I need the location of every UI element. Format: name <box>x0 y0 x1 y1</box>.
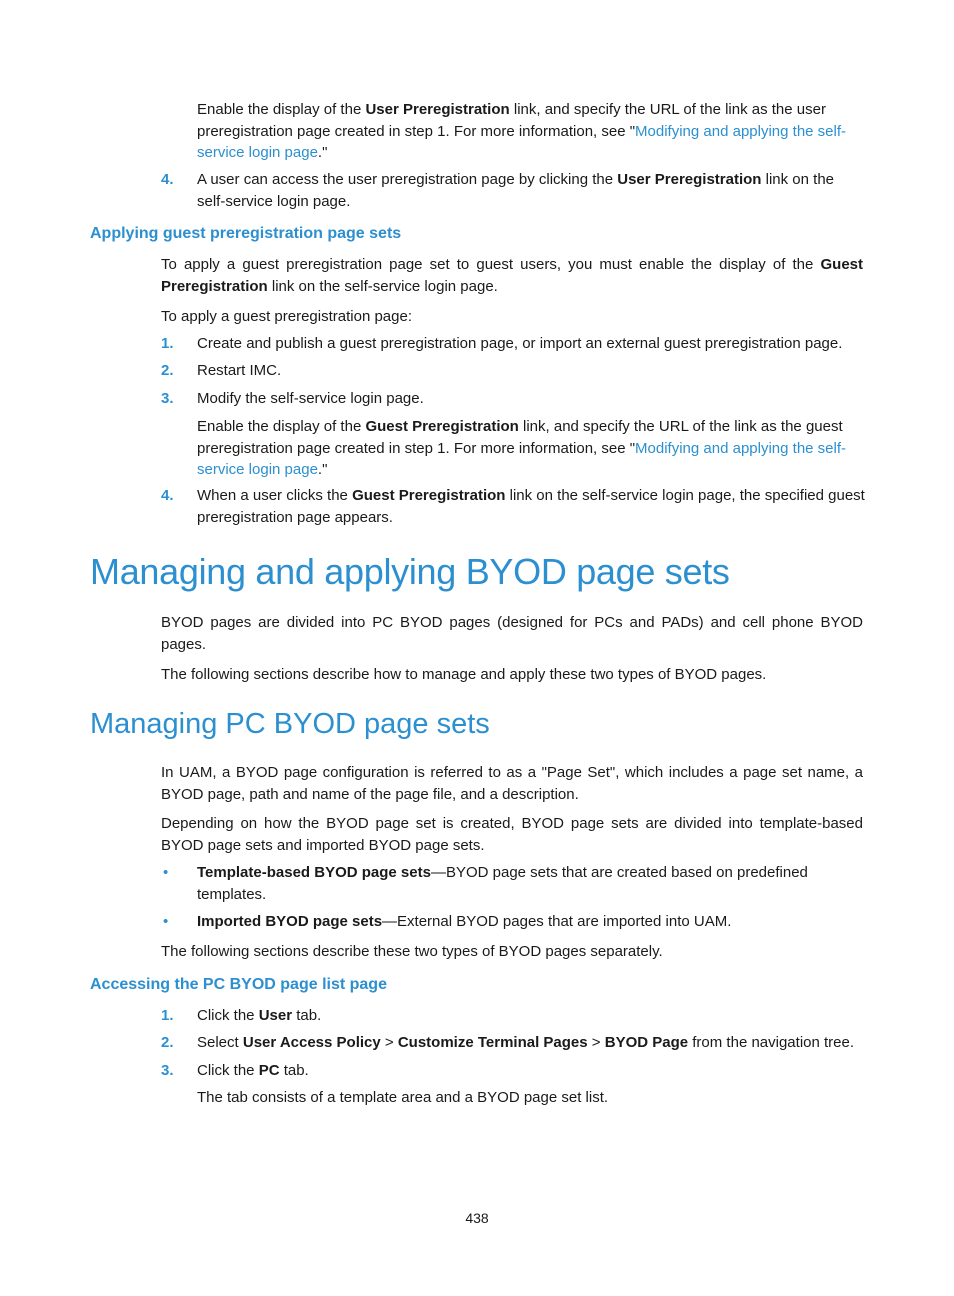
byod-intro-paragraph: BYOD pages are divided into PC BYOD pages (designed for PCs and PADs) and cell phone BYOD pages. <box>161 614 863 653</box>
step-number: 2. <box>161 1034 174 1051</box>
page-number: 438 <box>465 1210 489 1226</box>
step-text: When a user clicks the Guest Preregistration link on the self-service login page, the specified guest preregistration page appears. <box>197 487 865 526</box>
preregistration-substep-text: Enable the display of the User Preregistration link, and specify the URL of the link as the user preregistration page created in step 1. For more information, see "Modifying and applying the self-service login page." <box>197 101 847 161</box>
pc-closing-paragraph: The following sections describe these two types of BYOD pages separately. <box>161 943 663 960</box>
step-number: 2. <box>161 362 174 379</box>
step-number: 4. <box>161 487 174 504</box>
section-heading-access: Accessing the PC BYOD page list page <box>90 976 387 993</box>
bullet-icon: • <box>163 913 169 930</box>
section-heading-guest: Applying guest preregistration page sets <box>90 225 402 242</box>
step-text: Click the User tab. <box>197 1007 322 1024</box>
guest-substep-text: Enable the display of the Guest Preregistration link, and specify the URL of the link as the guest preregistration page created in step 1. For more information, see "Modifying and applying the self-service login page." <box>197 418 847 478</box>
byod-sections-paragraph: The following sections describe how to manage and apply these two types of BYOD pages. <box>161 666 767 683</box>
pc-intro-paragraph: In UAM, a BYOD page configuration is referred to as a "Page Set", which includes a page set name, a BYOD page, path and name of the page file, and a description. <box>161 764 863 803</box>
step-number: 1. <box>161 1007 174 1024</box>
step-number: 3. <box>161 1062 174 1079</box>
step-text: Click the PC tab. <box>197 1062 309 1079</box>
modifying-login-page-link[interactable]: Modifying and applying the self-service login page <box>197 439 847 478</box>
pc-types-paragraph: Depending on how the BYOD page set is created, BYOD page sets are divided into template-based BYOD page sets and imported BYOD page sets. <box>161 815 863 854</box>
step-number: 4. <box>161 171 174 188</box>
bullet-item: Imported BYOD page sets—External BYOD pages that are imported into UAM. <box>197 913 732 930</box>
guest-lead-text: To apply a guest preregistration page: <box>161 308 412 325</box>
step-number: 1. <box>161 335 174 352</box>
bullet-icon: • <box>163 864 169 881</box>
step-text: A user can access the user preregistration page by clicking the User Preregistration link on the self-service login page. <box>197 171 835 210</box>
chapter-title: Managing and applying BYOD page sets <box>90 551 730 592</box>
step-text: Create and publish a guest preregistration page, or import an external guest preregistration page. <box>197 335 843 352</box>
step-text: Select User Access Policy > Customize Terminal Pages > BYOD Page from the navigation tree. <box>197 1034 855 1051</box>
section-title-pc-byod: Managing PC BYOD page sets <box>90 708 490 740</box>
guest-intro-paragraph: To apply a guest preregistration page set to guest users, you must enable the display of the Guest Preregistration link on the self-service login page. <box>161 256 863 295</box>
bullet-item: Template-based BYOD page sets—BYOD page sets that are created based on predefined templates. <box>197 864 808 903</box>
step-text: Restart IMC. <box>197 362 282 379</box>
tab-description-text: The tab consists of a template area and a BYOD page set list. <box>197 1089 609 1106</box>
step-number: 3. <box>161 390 174 407</box>
modifying-login-page-link[interactable]: Modifying and applying the self-service login page <box>197 122 847 161</box>
step-text: Modify the self-service login page. <box>197 390 424 407</box>
